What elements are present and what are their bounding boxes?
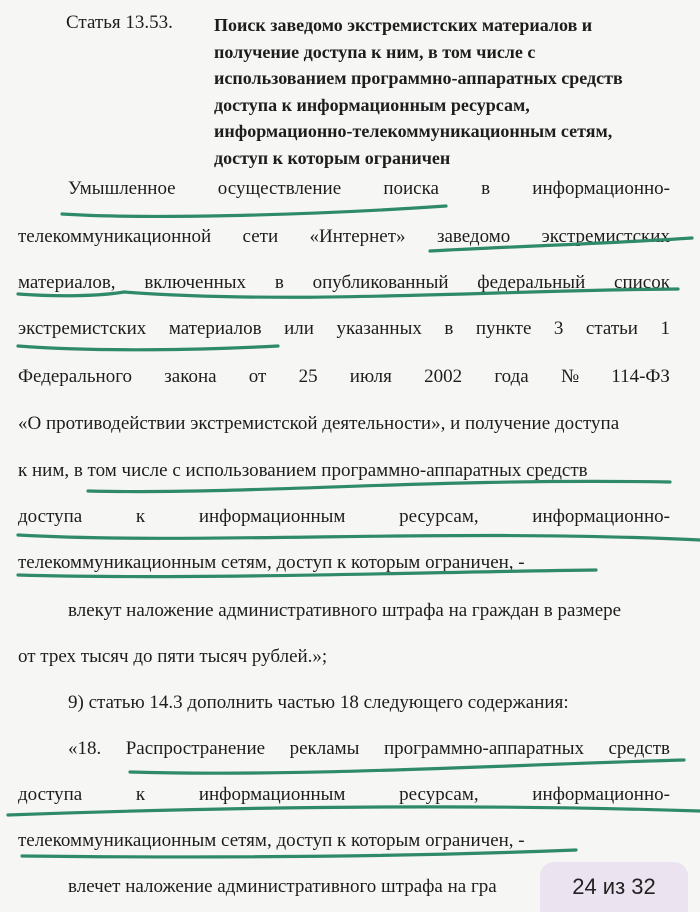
underline-5 xyxy=(18,346,278,350)
underline-7 xyxy=(18,535,700,540)
underline-10 xyxy=(8,807,700,815)
underline-1 xyxy=(62,206,446,216)
body-line-4: экстремистских материалов или указанных в пункте 3 статьи 1 xyxy=(18,318,670,339)
underline-6 xyxy=(88,481,670,491)
body-line-6: «О противодействии экстремистской деятельности», и получение доступа xyxy=(18,413,620,434)
body-line-9: телекоммуникационным сетям, доступ к которым ограничен, - xyxy=(18,552,525,573)
underline-9 xyxy=(130,760,684,773)
body-line-10: влекут наложение административного штрафа на граждан в размере xyxy=(68,600,622,621)
body-line-7: к ним, в том числе с использованием программно-аппаратных средств xyxy=(18,460,588,481)
body-line-8: доступа к информационным ресурсам, информационно- xyxy=(18,506,670,527)
article-number: Статья 13.53. xyxy=(66,12,173,33)
body-line-3: материалов, включенных в опубликованный федеральный список xyxy=(18,272,670,293)
body-line-12: 9) статью 14.3 дополнить частью 18 следующего содержания: xyxy=(68,692,569,713)
body-line-15: телекоммуникационным сетям, доступ к которым ограничен, - xyxy=(18,830,525,851)
body-line-11: от трех тысяч до пяти тысяч рублей.»; xyxy=(18,646,328,667)
body-line-5: Федерального закона от 25 июля 2002 года № 114-ФЗ xyxy=(18,366,670,387)
body-line-14: доступа к информационным ресурсам, информационно- xyxy=(18,784,670,805)
body-line-1: Умышленное осуществление поиска в информационно- xyxy=(68,178,670,199)
page-indicator: 24 из 32 xyxy=(540,862,688,912)
body-line-16: влечет наложение административного штрафа на гра xyxy=(68,876,497,897)
body-line-13: «18. Распространение рекламы программно-аппаратных средств xyxy=(68,738,670,759)
article-title: Поиск заведомо экстремистских материалов и получение доступа к ним, в том числе с использованием программно-аппаратных средств доступа к информационным ресурсам, информационно-телекоммуникационным сетям, доступ к которым ограничен xyxy=(214,15,623,168)
body-line-2: телекоммуникационной сети «Интернет» заведомо экстремистских xyxy=(18,226,670,247)
